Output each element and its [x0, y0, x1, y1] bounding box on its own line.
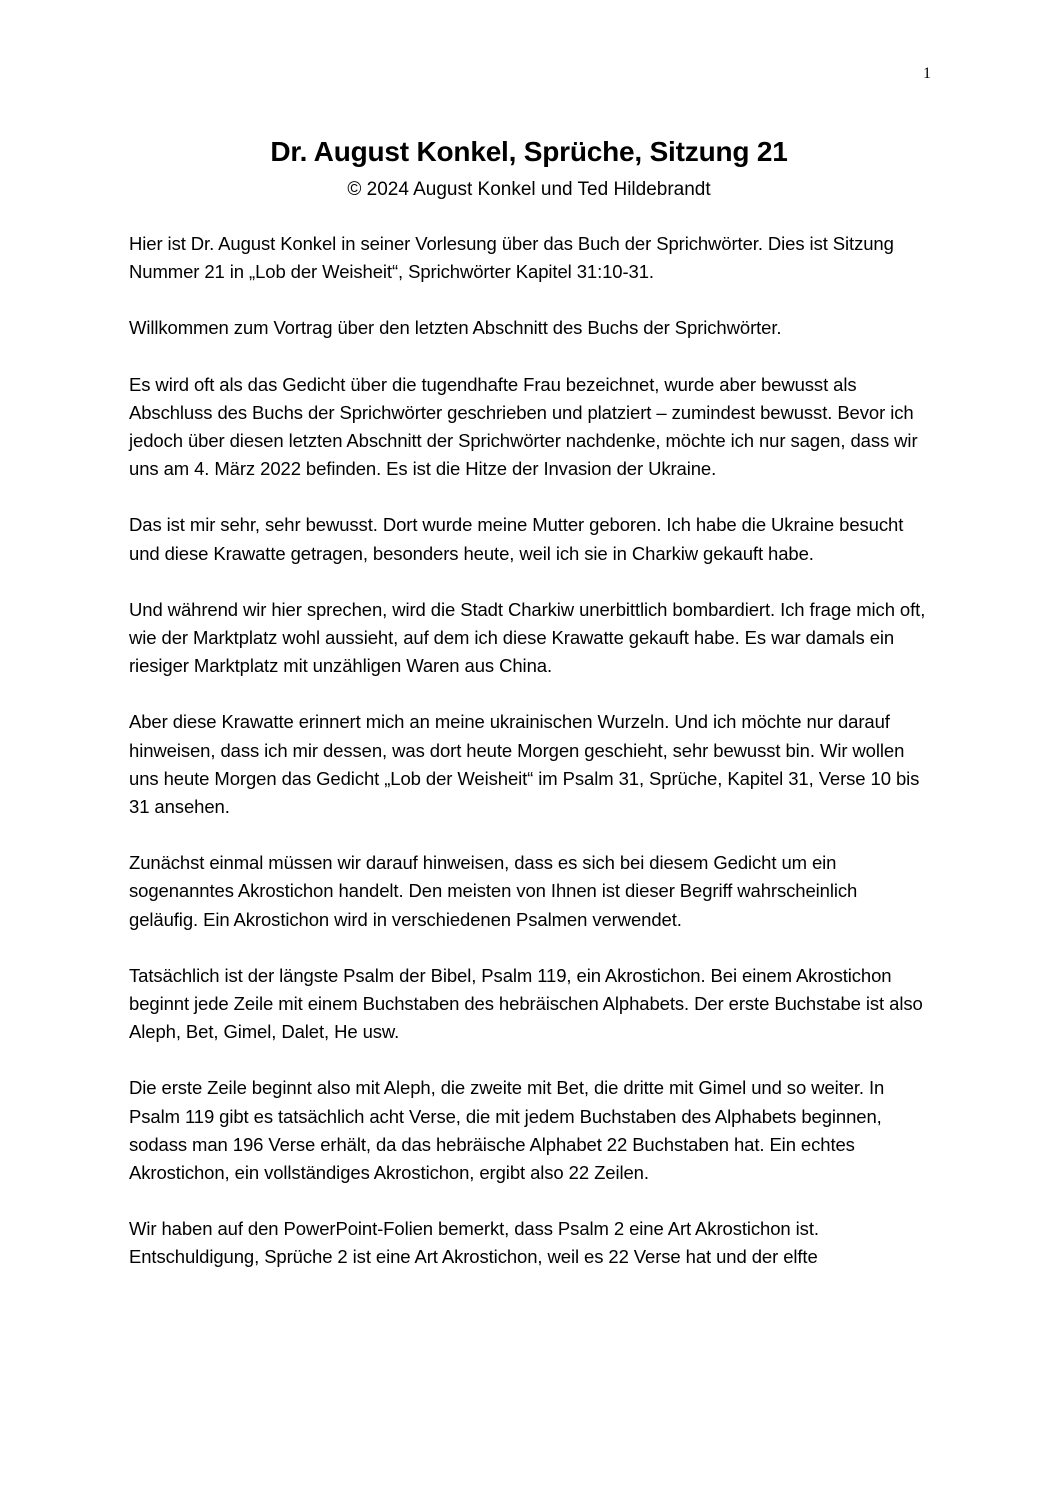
paragraph: Und während wir hier sprechen, wird die Stadt Charkiw unerbittlich bombardiert. Ich frage mich oft, wie der Marktplatz wohl aussieht, auf dem ich diese Krawatte gekauft habe. Es war damals ein riesiger Marktplatz mit unzähligen Waren aus China. — [129, 598, 926, 677]
document-title: Dr. August Konkel, Sprüche, Sitzung 21 — [270, 136, 788, 167]
paragraph: Hier ist Dr. August Konkel in seiner Vorlesung über das Buch der Sprichwörter. Dies ist Sitzung Nummer 21 in „Lob der Weisheit“, Sprichwörter Kapitel 31:10-31. — [129, 233, 894, 283]
paragraph: Zunächst einmal müssen wir darauf hinweisen, dass es sich bei diesem Gedicht um ein sogenanntes Akrostichon handelt. Den meisten von Ihnen ist dieser Begriff wahrscheinlich geläufig. Ein Akrostichon wird in verschiedenen Psalmen verwendet. — [129, 852, 858, 930]
paragraph: Aber diese Krawatte erinnert mich an meine ukrainischen Wurzeln. Und ich möchte nur darauf hinweisen, dass ich mir dessen, was dort heute Morgen geschieht, sehr bewusst bin. Wir wollen uns heute Morgen das Gedicht „Lob der Weisheit“ im Psalm 31, Sprüche, Kapitel 31, Verse 10 bis 31 ansehen. — [129, 711, 920, 818]
paragraph: Willkommen zum Vortrag über den letzten Abschnitt des Buchs der Sprichwörter. — [129, 317, 782, 339]
paragraph: Das ist mir sehr, sehr bewusst. Dort wurde meine Mutter geboren. Ich habe die Ukraine besucht und diese Krawatte getragen, besonders heute, weil ich sie in Charkiw gekauft habe. — [129, 514, 904, 564]
paragraph: Tatsächlich ist der längste Psalm der Bibel, Psalm 119, ein Akrostichon. Bei einem Akrostichon beginnt jede Zeile mit einem Buchstaben des hebräischen Alphabets. Der erste Buchstabe ist also Aleph, Bet, Gimel, Dalet, He usw. — [129, 964, 923, 1043]
copyright-line: © 2024 August Konkel und Ted Hildebrandt — [347, 179, 711, 200]
paragraph: Die erste Zeile beginnt also mit Aleph, die zweite mit Bet, die dritte mit Gimel und so weiter. In Psalm 119 gibt es tatsächlich acht Verse, die mit jedem Buchstaben des Alphabets beginnen, sodass man 196 Verse erhält, da das hebräische Alphabet 22 Buchstaben hat. Ein echtes Akrostichon, ein vollständiges Akrostichon, ergibt also 22 Zeilen. — [129, 1077, 885, 1184]
page-number: 1 — [923, 65, 931, 82]
paragraph: Wir haben auf den PowerPoint-Folien bemerkt, dass Psalm 2 eine Art Akrostichon ist. Entschuldigung, Sprüche 2 ist eine Art Akrostichon, weil es 22 Verse hat und der elfte — [129, 1218, 819, 1268]
paragraph: Es wird oft als das Gedicht über die tugendhafte Frau bezeichnet, wurde aber bewusst als Abschluss des Buchs der Sprichwörter geschrieben und platziert – zumindest bewusst. Bevor ich jedoch über diesen letzten Abschnitt der Sprichwörter nachdenke, möchte ich nur sagen, dass wir uns am 4. März 2022 befinden. Es ist die Hitze der Invasion der Ukraine. — [129, 373, 918, 480]
document-body — [129, 230, 931, 1300]
